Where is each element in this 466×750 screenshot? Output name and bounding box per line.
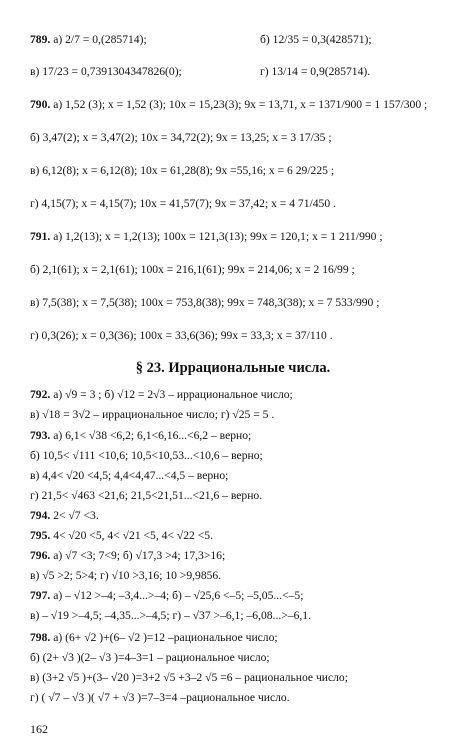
answer-text: в) 17/23 = 0,7391304347826(0); bbox=[30, 65, 182, 78]
answer-text-col2: г) 13/14 = 0,9(285714). bbox=[260, 65, 371, 78]
answer-line-795 bbox=[30, 529, 448, 543]
answer-text: в) 7,5(38); x = 7,5(38); 100x = 753,8(38); 99x = 748,3(38); x = 7 533/990 ; bbox=[30, 296, 380, 309]
answer-text: а) √7 <3; 7<9; б) √17,3 >4; 17,3>16; bbox=[53, 549, 226, 562]
answer-text: б) (2+ √3 )(2– √3 )=4–3=1 – рациональное число; bbox=[30, 651, 270, 664]
answer-text: а) √9 = 3 ; б) √12 = 2√3 – иррациональное число; bbox=[53, 388, 293, 401]
answer-text: а) 6,1< √38 <6,2; 6,1<6,16...<6,2 – верно; bbox=[53, 429, 252, 442]
answer-text: а) 1,52 (3); x = 1,52 (3); 10x = 15,23(3); 9x = 13,71, x = 1371/900 = 1 157/300 ; bbox=[53, 98, 428, 111]
page-number: 162 bbox=[30, 722, 48, 736]
answer-text: 4< √20 <5, 4< √21 <5, 4< √22 <5. bbox=[53, 529, 213, 542]
answer-line-796a bbox=[30, 549, 448, 563]
exercise-number: 794. bbox=[30, 509, 51, 522]
answer-line-793d bbox=[30, 489, 448, 503]
answer-line-791a bbox=[30, 229, 448, 244]
answer-line-790a bbox=[30, 97, 448, 112]
exercise-number: 797. bbox=[30, 589, 51, 602]
answer-line-797b bbox=[30, 609, 448, 623]
answer-line-792a bbox=[30, 388, 448, 402]
answer-line-791d bbox=[30, 328, 448, 343]
answer-text: а) 1,2(13); x = 1,2(13); 100x = 121,3(13); 99x = 120,1; x = 1 211/990 ; bbox=[53, 230, 383, 243]
answer-line-790d bbox=[30, 196, 448, 211]
answer-line-797a bbox=[30, 589, 448, 603]
exercise-number: 789. bbox=[30, 33, 51, 46]
answer-text: 2< √7 <3. bbox=[53, 509, 99, 522]
answer-text: б) 3,47(2); x = 3,47(2); 10x = 34,72(2); 9x = 13,25; x = 3 17/35 ; bbox=[30, 131, 332, 144]
answer-text: б) 2,1(61); x = 2,1(61); 100x = 216,1(61); 99x = 214,06; x = 2 16/99 ; bbox=[30, 263, 355, 276]
answer-text: в) √18 = 3√2 – иррациональное число; г) √25 = 5 . bbox=[30, 408, 275, 421]
section-heading: § 23. Иррациональные числа. bbox=[135, 360, 331, 376]
answer-text: а) – √12 >–4; –3,4...>–4; б) – √25,6 <–5; –5,05...<–5; bbox=[53, 589, 304, 602]
exercise-number: 796. bbox=[30, 549, 51, 562]
answer-line-792b bbox=[30, 408, 448, 422]
answer-line-789a bbox=[30, 32, 448, 47]
exercise-number: 791. bbox=[30, 230, 51, 243]
answer-text: а) (6+ √2 )+(6– √2 )=12 –рациональное число; bbox=[53, 631, 278, 644]
answer-text: г) 0,3(26); x = 0,3(36); 100x = 33,6(36); 99x = 33,3; x = 37/110 . bbox=[30, 329, 333, 342]
answer-line-798b bbox=[30, 651, 448, 665]
answer-line-798d bbox=[30, 691, 448, 705]
answer-text: в) 4,4< √20 <4,5; 4,4<4,47...<4,5 – верно; bbox=[30, 469, 229, 482]
exercise-number: 793. bbox=[30, 429, 51, 442]
answer-text: в) 6,12(8); x = 6,12(8); 10x = 61,28(8); 9x =55,16; x = 6 29/225 ; bbox=[30, 164, 335, 177]
exercise-number: 790. bbox=[30, 98, 51, 111]
exercise-number: 792. bbox=[30, 388, 51, 401]
answer-line-798a bbox=[30, 631, 448, 645]
answer-text-col2: б) 12/35 = 0,3(428571); bbox=[260, 33, 372, 46]
answer-text: в) – √19 >–4,5; –4,35...>–4,5; г) – √37 >–6,1; –6,08...>–6,1. bbox=[30, 609, 311, 622]
answer-text: г) 4,15(7); x = 4,15(7); 10x = 41,57(7); 9x = 37,42; x = 4 71/450 . bbox=[30, 197, 336, 210]
answer-line-789b bbox=[30, 64, 448, 79]
answer-text: г) ( √7 – √3 )( √7 + √3 )=7–3=4 –рациональное число. bbox=[30, 691, 290, 704]
answer-line-790b bbox=[30, 130, 448, 145]
answer-text: в) √5 >2; 5>4; г) √10 >3,16; 10 >9,9856. bbox=[30, 569, 222, 582]
answer-text: б) 10,5< √111 <10,6; 10,5<10,53...<10,6 – верно; bbox=[30, 449, 263, 462]
answer-line-794 bbox=[30, 509, 448, 523]
answer-line-796b bbox=[30, 569, 448, 583]
answer-line-791b bbox=[30, 262, 448, 277]
answer-line-793c bbox=[30, 469, 448, 483]
answer-text: а) 2/7 = 0,(285714); bbox=[53, 33, 147, 46]
answer-text: в) (3+2 √5 )+(3– √20 )=3+2 √5 +3–2 √5 =6 – рациональное число; bbox=[30, 671, 348, 684]
exercise-number: 795. bbox=[30, 529, 51, 542]
answer-line-798c bbox=[30, 671, 448, 685]
answer-line-793a bbox=[30, 429, 448, 443]
answer-line-793b bbox=[30, 449, 448, 463]
answer-line-790c bbox=[30, 163, 448, 178]
answer-text: г) 21,5< √463 <21,6; 21,5<21,51...<21,6 – верно. bbox=[30, 489, 263, 502]
exercise-number: 798. bbox=[30, 631, 51, 644]
answer-line-791c bbox=[30, 295, 448, 310]
